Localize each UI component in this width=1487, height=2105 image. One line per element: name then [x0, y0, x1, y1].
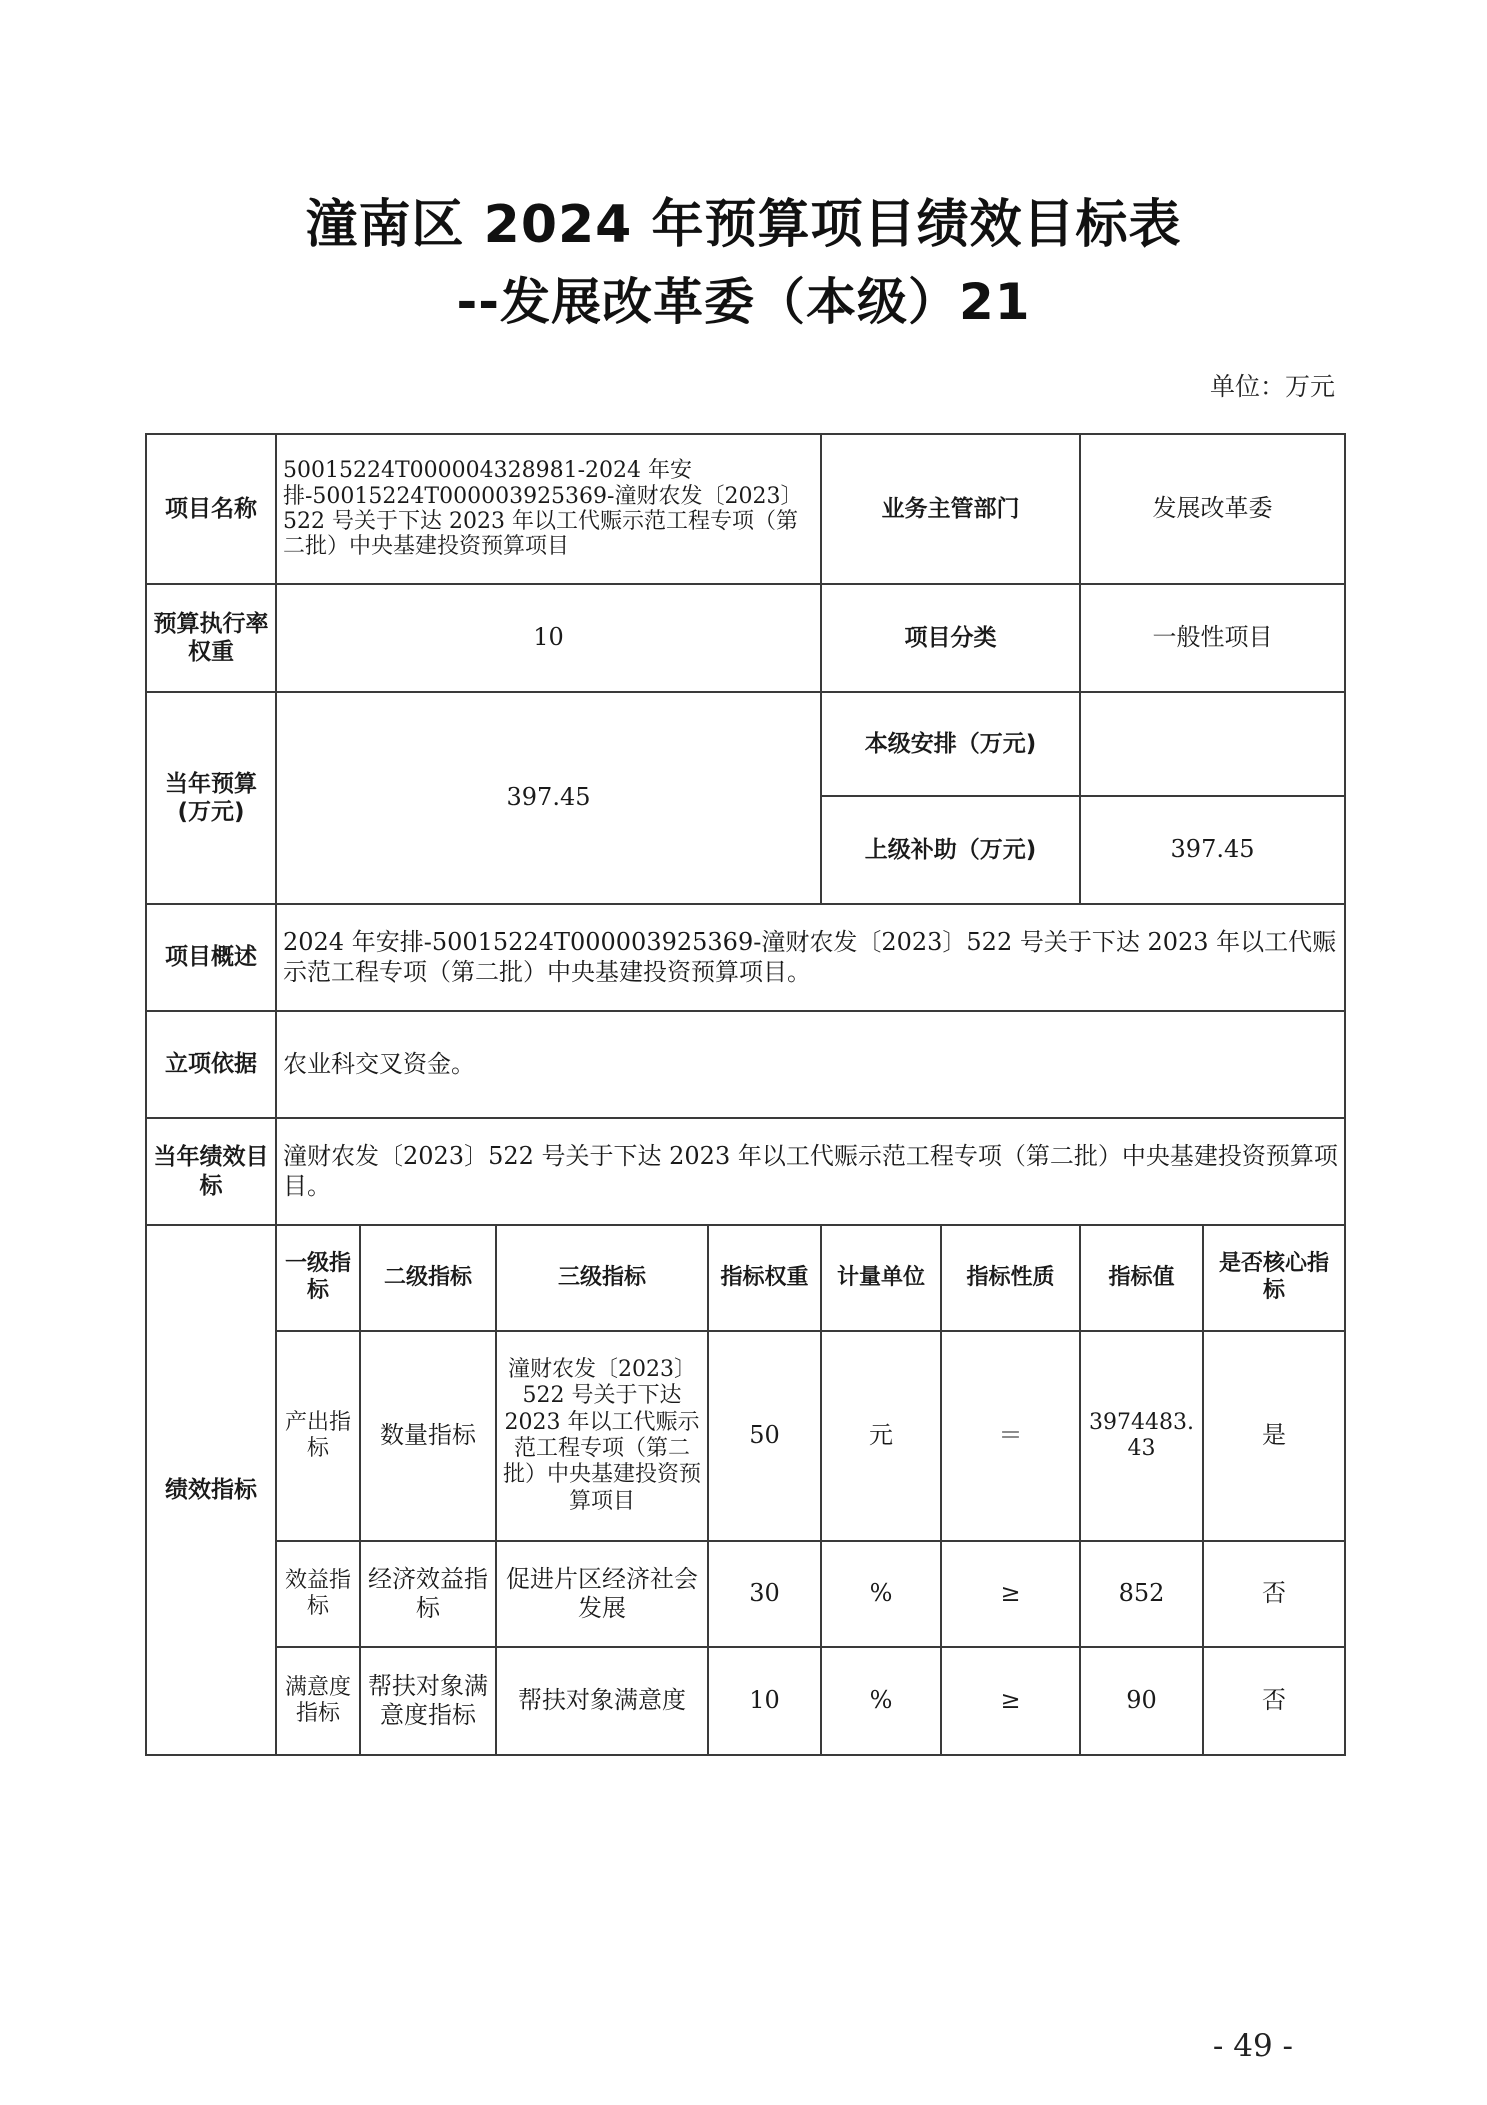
header-level3: 三级指标 [496, 1225, 708, 1331]
table-row [146, 1647, 1345, 1755]
row1-level1: 产出指标 [276, 1331, 360, 1541]
row3-unit: % [821, 1647, 941, 1755]
row3-level3: 帮扶对象满意度 [496, 1647, 708, 1755]
row1-nature: ＝ [941, 1331, 1080, 1541]
local-arrangement-value [1080, 692, 1345, 796]
budget-value: 397.45 [276, 692, 821, 904]
superior-subsidy-value: 397.45 [1080, 796, 1345, 904]
row2-level2: 经济效益指标 [360, 1541, 496, 1647]
row1-unit: 元 [821, 1331, 941, 1541]
exec-weight-value: 10 [276, 584, 821, 692]
row1-level3: 潼财农发〔2023〕522 号关于下达 2023 年以工代赈示范工程专项（第二批）中央基建投资预算项目 [496, 1331, 708, 1541]
indicators-label: 绩效指标 [146, 1225, 276, 1755]
document-subtitle: --发展改革委（本级）21 [456, 273, 1031, 331]
header-level2: 二级指标 [360, 1225, 496, 1331]
row2-unit: % [821, 1541, 941, 1647]
header-core: 是否核心指标 [1203, 1225, 1345, 1331]
project-name-value: 50015224T000004328981-2024 年安排-50015224T000003925369-潼财农发〔2023〕522 号关于下达 2023 年以工代赈示范工程专项（第二批）中央基建投资预算项目 [276, 434, 821, 584]
unit-label: 单位：万元 [1209, 372, 1335, 401]
row2-nature: ≥ [941, 1541, 1080, 1647]
local-arrangement-label: 本级安排（万元) [821, 692, 1080, 796]
table-row [146, 1541, 1345, 1647]
row3-level1: 满意度指标 [276, 1647, 360, 1755]
header-level1: 一级指标 [276, 1225, 360, 1331]
row1-level2: 数量指标 [360, 1331, 496, 1541]
row1-weight: 50 [708, 1331, 821, 1541]
header-value: 指标值 [1080, 1225, 1203, 1331]
row2-level1: 效益指标 [276, 1541, 360, 1647]
project-name-label: 项目名称 [146, 434, 276, 584]
row3-level2: 帮扶对象满意度指标 [360, 1647, 496, 1755]
page-number: - 49 - [1212, 2028, 1293, 2064]
row3-value: 90 [1080, 1647, 1203, 1755]
row3-weight: 10 [708, 1647, 821, 1755]
header-nature: 指标性质 [941, 1225, 1080, 1331]
row2-weight: 30 [708, 1541, 821, 1647]
row3-nature: ≥ [941, 1647, 1080, 1755]
table-row [146, 1331, 1345, 1541]
dept-value: 发展改革委 [1080, 434, 1345, 584]
header-weight: 指标权重 [708, 1225, 821, 1331]
row1-value: 3974483.43 [1080, 1331, 1203, 1541]
basis-value: 农业科交叉资金。 [276, 1011, 1345, 1118]
overview-value: 2024 年安排-50015224T000003925369-潼财农发〔2023〕522 号关于下达 2023 年以工代赈示范工程专项（第二批）中央基建投资预算项目。 [276, 904, 1345, 1011]
superior-subsidy-label: 上级补助（万元) [821, 796, 1080, 904]
category-label: 项目分类 [821, 584, 1080, 692]
header-unit: 计量单位 [821, 1225, 941, 1331]
row1-core: 是 [1203, 1331, 1345, 1541]
overview-label: 项目概述 [146, 904, 276, 1011]
row2-core: 否 [1203, 1541, 1345, 1647]
budget-label: 当年预算(万元) [146, 692, 276, 904]
performance-target-table [145, 433, 1346, 1756]
category-value: 一般性项目 [1080, 584, 1345, 692]
dept-label: 业务主管部门 [821, 434, 1080, 584]
goal-label: 当年绩效目标 [146, 1118, 276, 1225]
row2-level3: 促进片区经济社会发展 [496, 1541, 708, 1647]
goal-value: 潼财农发〔2023〕522 号关于下达 2023 年以工代赈示范工程专项（第二批）中央基建投资预算项目。 [276, 1118, 1345, 1225]
row2-value: 852 [1080, 1541, 1203, 1647]
exec-weight-label: 预算执行率权重 [146, 584, 276, 692]
document-title: 潼南区 2024 年预算项目绩效目标表 [305, 195, 1182, 255]
basis-label: 立项依据 [146, 1011, 276, 1118]
row3-core: 否 [1203, 1647, 1345, 1755]
